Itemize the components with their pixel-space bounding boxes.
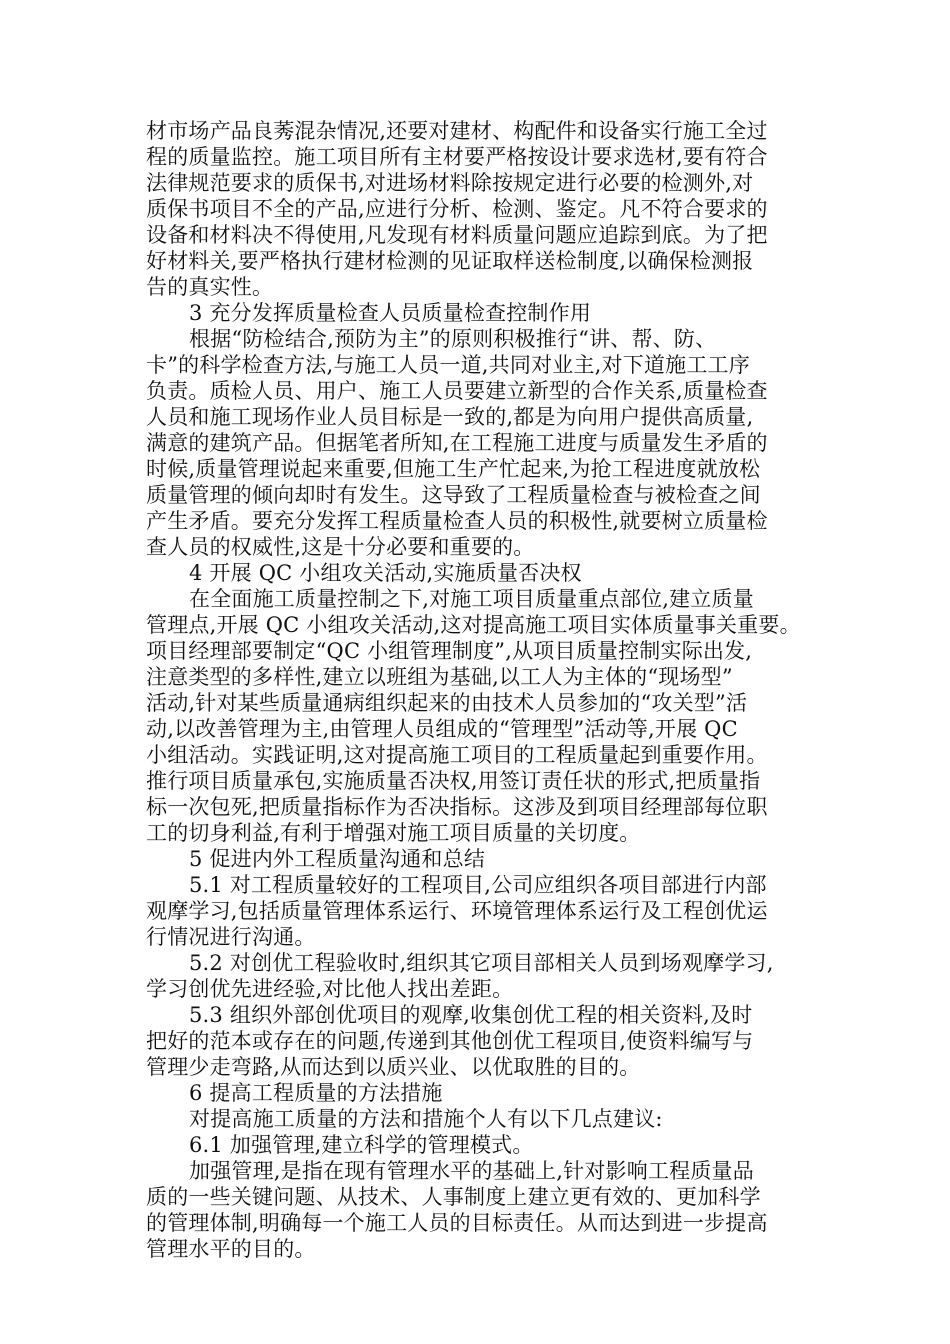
text-line: 产生矛盾。要充分发挥工程质量检查人员的积极性,就要树立质量检 (146, 509, 768, 533)
text-line: 推行项目质量承包,实施质量否决权,用签订责任状的形式,把质量指 (146, 769, 761, 793)
text-line: 5.1 对工程质量较好的工程项目,公司应组织各项目部进行内部 (189, 873, 767, 897)
text-line: 法律规范要求的质保书,对进场材料除按规定进行必要的检测外,对 (146, 171, 754, 195)
text-line: 动,以改善管理为主,由管理人员组成的“管理型”活动等,开展 QC (146, 717, 738, 741)
text-line: 5.3 组织外部创优项目的观摩,收集创优工程的相关资料,及时 (189, 1003, 753, 1027)
text-line: 活动,针对某些质量通病组织起来的由技术人员参加的“攻关型”活 (146, 691, 748, 715)
text-line: 质的一些关键问题、从技术、人事制度上建立更有效的、更加科学 (146, 1185, 761, 1209)
text-line: 4 开展 QC 小组攻关活动,实施质量否决权 (189, 561, 582, 585)
text-line: 项目经理部要制定“QC 小组管理制度”,从项目质量控制实际出发, (146, 639, 753, 663)
text-line: 满意的建筑产品。但据笔者所知,在工程施工进度与质量发生矛盾的 (146, 431, 768, 455)
text-line: 设备和材料决不得使用,凡发现有材料质量问题应追踪到底。为了把 (146, 223, 768, 247)
text-line: 观摩学习,包括质量管理体系运行、环境管理体系运行及工程创优运 (146, 899, 768, 923)
text-line: 对提高施工质量的方法和措施个人有以下几点建议: (189, 1107, 663, 1131)
text-line: 质保书项目不全的产品,应进行分析、检测、鉴定。凡不符合要求的 (146, 197, 768, 221)
text-line: 根据“防检结合,预防为主”的原则积极推行“讲、帮、防、 (189, 327, 717, 351)
text-line: 5.2 对创优工程验收时,组织其它项目部相关人员到场观摩学习, (189, 951, 774, 975)
text-line: 查人员的权威性,这是十分必要和重要的。 (146, 535, 535, 559)
text-line: 好材料关,要严格执行建材检测的见证取样送检制度,以确保检测报 (146, 249, 754, 273)
text-line: 质量管理的倾向却时有发生。这导致了工程质量检查与被检查之间 (146, 483, 761, 507)
text-line: 管理点,开展 QC 小组攻关活动,这对提高施工项目实体质量事关重要。 (146, 613, 801, 637)
text-line: 加强管理,是指在现有管理水平的基础上,针对影响工程质量品 (189, 1159, 754, 1183)
text-line: 把好的范本或存在的问题,传递到其他创优工程项目,使资料编写与 (146, 1029, 754, 1053)
text-line: 6.1 加强管理,建立科学的管理模式。 (189, 1133, 534, 1157)
text-line: 工的切身利益,有利于增强对施工项目质量的关切度。 (146, 821, 641, 845)
text-line: 5 促进内外工程质量沟通和总结 (189, 847, 486, 871)
text-line: 时候,质量管理说起来重要,但施工生产忙起来,为抢工程进度就放松 (146, 457, 761, 481)
text-line: 告的真实性。 (146, 275, 274, 299)
text-line: 行情况进行沟通。 (146, 925, 316, 949)
text-line: 程的质量监控。施工项目所有主材要严格按设计要求选材,要有符合 (146, 145, 768, 169)
text-line: 的管理体制,明确每一个施工人员的目标责任。从而达到进一步提高 (146, 1211, 768, 1235)
text-line: 材市场产品良莠混杂情况,还要对建材、构配件和设备实行施工全过 (146, 119, 768, 143)
text-line: 注意类型的多样性,建立以班组为基础,以工人为主体的“现场型” (146, 665, 733, 689)
text-line: 小组活动。实践证明,这对提高施工项目的工程质量起到重要作用。 (146, 743, 768, 767)
text-line: 管理水平的目的。 (146, 1237, 316, 1261)
text-line: 3 充分发挥质量检查人员质量检查控制作用 (189, 301, 592, 325)
text-line: 学习创优先进经验,对比他人找出差距。 (146, 977, 514, 1001)
text-line: 在全面施工质量控制之下,对施工项目质量重点部位,建立质量 (189, 587, 754, 611)
text-line: 标一次包死,把质量指标作为否决指标。这涉及到项目经理部每位职 (146, 795, 768, 819)
document-body-text (146, 118, 816, 1262)
text-line: 负责。质检人员、用户、施工人员要建立新型的合作关系,质量检查 (146, 379, 768, 403)
text-line: 卡”的科学检查方法,与施工人员一道,共同对业主,对下道施工工序 (146, 353, 750, 377)
text-line: 管理少走弯路,从而达到以质兴业、以优取胜的目的。 (146, 1055, 641, 1079)
text-line: 人员和施工现场作业人员目标是一致的,都是为向用户提供高质量, (146, 405, 754, 429)
text-line: 6 提高工程质量的方法措施 (189, 1081, 443, 1105)
